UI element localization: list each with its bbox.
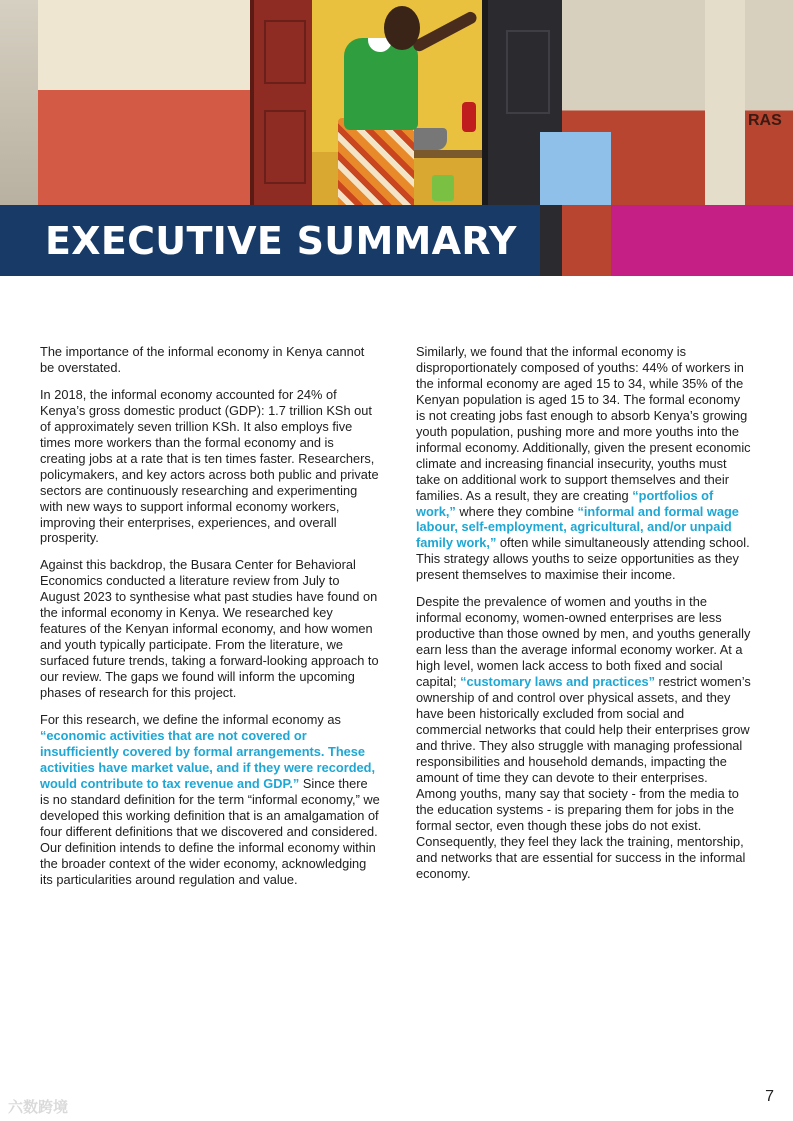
photo-red-door — [250, 0, 316, 205]
page-number: 7 — [765, 1088, 774, 1105]
text-run: For this research, we define the informal economy as — [40, 712, 341, 728]
definition-quote: “economic activities that are not covered or insufficiently covered by formal arrangements. These activities have market value, and if they were recorded, would contribute to tax revenue and GDP.” — [40, 727, 375, 791]
paragraph: The importance of the informal economy in Kenya cannot be overstated. — [40, 344, 365, 375]
text-run: where they combine — [455, 503, 578, 519]
decor-blue-square — [540, 132, 611, 205]
paragraph: Against this backdrop, the Busara Center for Behavioral Economics conducted a literature review from July to August 2023 to synthesise what past studies have found on the informal economy in Kenya. We researched key features of the Kenyan informal economy, and how women and youth typically participate. From the literature, we surfaced future trends, taking a forward-looking approach to our review. The gaps we found will inform the upcoming phases of research for this project. — [40, 557, 379, 701]
photo-red-flask — [462, 102, 476, 132]
text-run: Despite the prevalence of women and youths in the informal economy, women-owned enterprises are less productive than those owned by men, and youths generally earn less than the average informal economy worker. At a high level, women lack access to both fixed and social capital; — [416, 594, 751, 690]
photo-graffiti: RAS — [748, 112, 782, 129]
page-title: EXECUTIVE SUMMARY — [45, 219, 517, 263]
text-run: restrict women’s ownership of and control over physical assets, and they have been historically excluded from social and commercial networks that could help their enterprises grow and thrive. They also struggle with managing professional responsibilities and household demands, impacting the amount of time they can devote to their enterprises. Among youths, many say that society - from the media to the education systems - is preparing them for jobs in the formal sector, even though these jobs do not exist. Consequently, they feel they lack the training, mentorship, and networks that are essential for success in the informal economy. — [416, 674, 751, 881]
paragraph — [416, 344, 751, 583]
text-run: Since there is no standard definition for the term “informal economy,” we developed this working definition that is an amalgamation of four different definitions that we discovered and considered. Our definition intends to define the informal economy within the broader context of the wider economy, acknowledging its particularities around regulation and value. — [40, 775, 380, 887]
left-column — [40, 344, 380, 899]
photo-green-bucket — [432, 175, 454, 201]
decor-magenta-square — [611, 205, 793, 276]
hero-photo — [0, 0, 793, 276]
highlight-quote: “customary laws and practices” — [460, 674, 655, 690]
text-run: Similarly, we found that the informal economy is disproportionately composed of youths: 44% of workers in the informal economy are aged 15 to 34, while 35% of the Kenyan population is aged 15 to 34. The formal economy is not creating jobs fast enough to absorb Kenya’s growing youth population, pushing more and more youths into the informal economy. Additionally, given the present economic climate and increasing financial insecurity, youths must take on additional work to support themselves and their families. As a result, they are creating — [416, 344, 751, 503]
photo-person-skirt — [338, 118, 414, 208]
highlight-quote: “portfolios of work,” — [416, 487, 714, 519]
watermark: 六数跨境 — [8, 1099, 69, 1116]
paragraph: In 2018, the informal economy accounted for 24% of Kenya’s gross domestic product (GDP): 1.7 trillion KSh out of approximately seven trillion KSh. It also employs five times more workers than the formal economy and is creating jobs at a rate that is ten times faster. Researchers, policymakers, and key actors across both public and private sectors are continuously researching and experimenting with new ways to support informal economy workers, improving their enterprises, experiences, and overall prosperity. — [40, 386, 379, 546]
photo-pillar-right — [705, 0, 745, 205]
paragraph — [40, 712, 380, 887]
highlight-quote: “informal and formal wage labour, self-employment, agricultural, and/or unpaid family work,” — [416, 503, 739, 551]
paragraph — [416, 594, 751, 881]
photo-pillar — [0, 0, 38, 205]
photo-person-head — [384, 6, 420, 50]
photo-person-shirt — [344, 38, 418, 130]
text-run: often while simultaneously attending school. This strategy allows youths to seize opportunities as they present themselves to maximise their income. — [416, 535, 750, 583]
right-column — [416, 344, 751, 892]
